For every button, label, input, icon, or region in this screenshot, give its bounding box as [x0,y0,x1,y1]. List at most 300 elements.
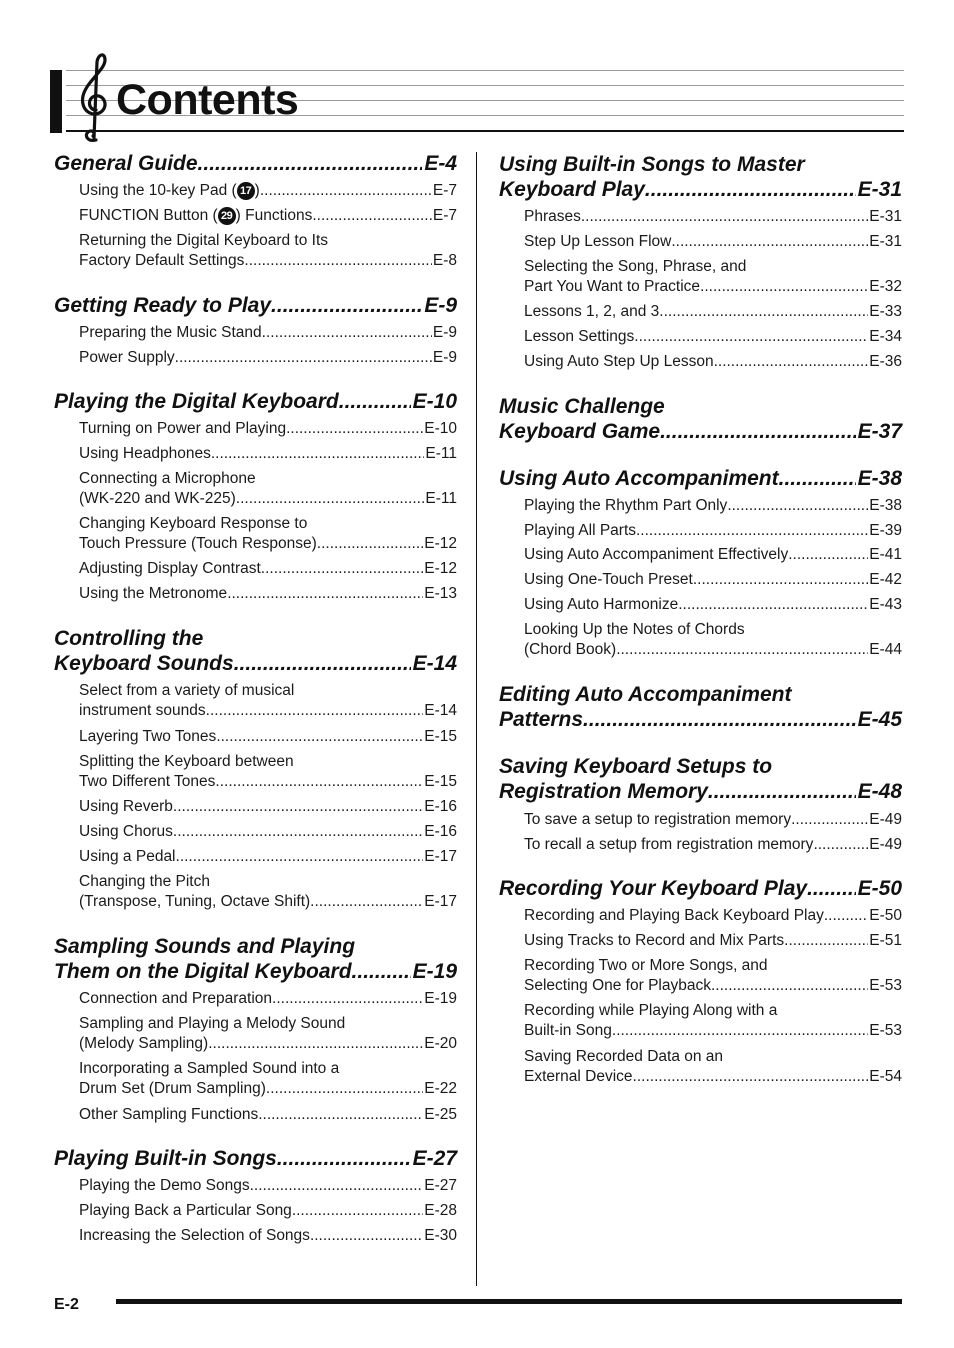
toc-entry-page: E-10 [424,420,457,437]
toc-entry[interactable] [524,521,902,541]
toc-entry-page: E-34 [869,328,902,345]
section-title-page: E-10 [412,390,457,413]
section-title-text: Using Auto Accompaniment [499,467,779,490]
toc-entry-text: Other Sampling Functions [79,1106,259,1123]
toc-entry-line [524,352,902,372]
toc-entry-line [524,570,902,590]
toc-entry-text: Recording while Playing Along with a [524,1002,778,1019]
section-title-text: Sampling Sounds and Playing [54,935,356,958]
leader-dots [700,277,868,297]
leader-dots [824,906,868,926]
toc-entry[interactable] [79,1014,457,1054]
toc-entry-text: Playing the Rhythm Part Only [524,497,728,514]
toc-entry-page: E-17 [424,893,457,910]
section-title[interactable] [54,389,457,414]
toc-entry-line [524,906,902,926]
leader-dots [208,1034,423,1054]
toc-entry-text: Playing the Demo Songs [79,1177,250,1194]
toc-entry-line [79,872,457,892]
toc-entry-text: Playing Back a Particular Song [79,1202,292,1219]
section-title[interactable] [54,934,457,984]
toc-entry-text-start: FUNCTION Button ( [79,207,218,224]
toc-entry-text: Power Supply [79,349,175,366]
leader-dots [708,779,856,804]
leader-dots [711,976,868,996]
leader-dots [236,489,425,509]
toc-entry-text: Connection and Preparation [79,990,273,1007]
leader-dots [310,892,423,912]
leader-dots [206,701,424,721]
leader-dots [645,177,856,202]
leader-dots [215,772,423,792]
toc-entry-text: Layering Two Tones [79,728,217,745]
toc-entry[interactable] [524,327,902,347]
toc-entry-text: (Melody Sampling) [79,1035,209,1052]
toc-entry[interactable] [79,469,457,509]
toc-entry[interactable] [79,1059,457,1099]
toc-entry[interactable] [524,257,902,297]
toc-entry-page: E-33 [869,303,902,320]
leader-dots [250,1176,424,1196]
toc-entry-line [79,1079,457,1099]
section-title[interactable] [499,394,902,444]
toc-entry-text: External Device [524,1068,633,1085]
page-number: E-2 [54,1296,79,1313]
toc-entry[interactable] [524,956,902,996]
footer-rule [116,1299,902,1304]
section-title-line [499,177,902,202]
toc-entry-text: (Chord Book) [524,641,617,658]
toc-entry-line [79,847,457,867]
toc-entry-text: Connecting a Microphone [79,470,256,487]
toc-entry-page: E-36 [869,353,902,370]
toc-entry-text: Sampling and Playing a Melody Sound [79,1015,346,1032]
toc-entry-page: E-13 [424,585,457,602]
toc-entry-text: Built-in Song [524,1022,612,1039]
leader-dots [714,352,869,372]
section-title-text: Playing the Digital Keyboard [54,390,339,413]
toc-entry[interactable] [79,348,457,368]
toc-entry-text: Part You Want to Practice [524,278,701,295]
section-title-line [499,394,902,419]
toc-entry-line [524,327,902,347]
toc-entry-page: E-17 [424,848,457,865]
section-title-page: E-38 [857,467,902,490]
toc-entry[interactable] [79,727,457,747]
toc-entry[interactable] [524,302,902,322]
toc-entry-text: Changing Keyboard Response to [79,515,308,532]
toc-entry-page: E-25 [424,1106,457,1123]
leader-dots [779,466,856,491]
toc-entry[interactable] [524,232,902,252]
toc-entry-text: Using a Pedal [79,848,176,865]
toc-entry-line [524,521,902,541]
toc-entry-line [524,257,902,277]
section-title-page: E-9 [424,294,457,317]
toc-entry-page: E-15 [424,773,457,790]
toc-entry-text: To recall a setup from registration memory [524,836,814,853]
toc-entry[interactable] [524,810,902,830]
section-title-text: Registration Memory [499,780,708,803]
toc-entry-page: E-15 [424,728,457,745]
toc-entry[interactable] [79,872,457,912]
toc-entry-text: Changing the Pitch [79,873,210,890]
section-title[interactable] [499,876,902,901]
toc-entry[interactable] [79,206,457,226]
section-title-page: E-19 [412,960,457,983]
toc-entry[interactable] [524,906,902,926]
toc-entry-line [79,701,457,721]
key-number-badge-icon: 29 [218,207,236,225]
toc-entry-line [79,1201,457,1221]
leader-dots [262,323,432,343]
leader-dots [813,835,868,855]
toc-entry-page: E-8 [432,252,457,269]
leader-dots [671,232,868,252]
toc-entry-text-start: Using the 10-key Pad ( [79,182,237,199]
section-title-line [54,959,457,984]
toc-entry-text-end: ) [254,182,260,199]
toc-entry-page: E-22 [424,1080,457,1097]
toc-entry[interactable] [79,822,457,842]
toc-entry-line [79,181,457,201]
section-title-line [499,419,902,444]
toc-entry-text: Saving Recorded Data on an [524,1048,724,1065]
toc-entry-page: E-42 [869,571,902,588]
section-title-text: Them on the Digital Keyboard [54,960,352,983]
toc-entry-page: E-12 [424,560,457,577]
toc-entry[interactable] [79,444,457,464]
toc-entry-line [524,545,902,565]
toc-entry[interactable] [524,352,902,372]
section-title-line [499,779,902,804]
toc-entry-text: Using Tracks to Record and Mix Parts [524,932,785,949]
leader-dots [198,151,423,176]
toc-entry-line [79,1226,457,1246]
leader-dots [633,1067,869,1087]
toc-entry-line [79,989,457,1009]
toc-entry-page: E-44 [869,641,902,658]
toc-entry-page: E-43 [869,596,902,613]
leader-dots [244,251,431,271]
toc-entry-line [79,822,457,842]
leader-dots [339,389,411,414]
toc-entry-line [79,752,457,772]
toc-entry-text: Recording and Playing Back Keyboard Play [524,907,824,924]
leader-dots [660,419,856,444]
toc-entry-page: E-49 [869,836,902,853]
toc-entry-line [79,419,457,439]
toc-entry-text: Using the Metronome [79,585,228,602]
page-title: Contents [116,76,299,124]
toc-entry-text: Two Different Tones [79,773,216,790]
toc-entry-page: E-16 [424,798,457,815]
toc-entry-page: E-31 [869,233,902,250]
section-title-line [499,682,902,707]
contents-header [50,62,904,136]
section-title-line [54,934,457,959]
toc-entry-page: E-28 [424,1202,457,1219]
toc-entry-page: E-9 [432,349,457,366]
toc-entry-page: E-19 [424,990,457,1007]
toc-entry[interactable] [524,1047,902,1087]
toc-entry[interactable] [79,514,457,554]
leader-dots [272,989,423,1009]
leader-dots [616,640,868,660]
leader-dots [636,521,868,541]
leader-dots [581,207,868,227]
section-title-text: Recording Your Keyboard Play [499,877,808,900]
column-divider [476,152,477,1286]
leader-dots [173,797,423,817]
leader-dots [260,181,432,201]
toc-entry[interactable] [524,570,902,590]
toc-entry-page: E-53 [869,1022,902,1039]
toc-entry[interactable] [524,496,902,516]
section-title-line [54,626,457,651]
toc-entry-line [79,469,457,489]
toc-entry-line [79,797,457,817]
leader-dots [352,959,411,984]
leader-dots [583,707,856,732]
toc-entry-line [79,772,457,792]
toc-entry-line [524,277,902,297]
leader-dots [788,545,868,565]
leader-dots [292,1201,423,1221]
toc-entry-line [79,1034,457,1054]
toc-entry-line [524,207,902,227]
section-title-page: E-37 [857,420,902,443]
section-title-text: Editing Auto Accompaniment [499,683,792,706]
toc-entry-page: E-20 [424,1035,457,1052]
toc-entry[interactable] [524,545,902,565]
toc-entry-line [79,1105,457,1125]
toc-entry-line [79,251,457,271]
toc-entry-text: Using Auto Harmonize [524,596,679,613]
toc-entry-text: Recording Two or More Songs, and [524,957,768,974]
section-title[interactable] [499,754,902,804]
toc-entry[interactable] [79,1176,457,1196]
section-title-line [499,754,902,779]
section-title-line [54,651,457,676]
toc-entry-line [524,931,902,951]
section-title-text: General Guide [54,152,198,175]
key-number-badge-icon: 17 [237,182,255,200]
toc-entry-text: Preparing the Music Stand [79,324,262,341]
toc-entry[interactable] [79,231,457,271]
leader-dots [317,534,423,554]
leader-dots [271,293,422,318]
toc-entry-line [79,727,457,747]
toc-entry-page: E-41 [869,546,902,563]
section-title-line [54,389,457,414]
toc-entry[interactable] [524,835,902,855]
toc-entry-line [79,1014,457,1034]
section-title-line [54,1146,457,1171]
toc-entry-text: Phrases [524,208,581,225]
leader-dots [258,1105,423,1125]
section-title[interactable] [54,293,457,318]
section-title-line [499,876,902,901]
section-title-text: Music Challenge [499,395,665,418]
leader-dots [227,584,423,604]
toc-entry-text: instrument sounds [79,702,206,719]
toc-entry-line [524,1047,902,1067]
toc-entry-page: E-9 [432,324,457,341]
section-title[interactable] [499,466,902,491]
toc-entry-line [79,1059,457,1079]
toc-entry-text: Lessons 1, 2, and 3 [524,303,660,320]
leader-dots [693,570,868,590]
toc-entry-page: E-11 [425,445,457,462]
toc-entry-line [79,231,457,251]
toc-entry-text: Using Headphones [79,445,211,462]
section-title[interactable] [54,1146,457,1171]
leader-dots [727,496,868,516]
toc-entry-text: (Transpose, Tuning, Octave Shift) [79,893,311,910]
toc-entry-line [524,640,902,660]
toc-entry-page: E-50 [869,907,902,924]
toc-entry-line [524,835,902,855]
section-title-text: Patterns [499,708,584,731]
toc-entry[interactable] [79,1105,457,1125]
toc-entry-line [79,444,457,464]
leader-dots [678,595,868,615]
section-title-text: Playing Built-in Songs [54,1147,277,1170]
toc-entry-page: E-32 [869,278,902,295]
leader-dots [659,302,868,322]
toc-entry[interactable] [79,323,457,343]
section-title-text: Keyboard Play [499,178,645,201]
section-title-page: E-14 [412,652,457,675]
section-title[interactable] [499,682,902,732]
toc-entry-page: E-7 [432,182,457,199]
leader-dots [277,1146,411,1171]
section-title-page: E-31 [857,178,902,201]
toc-entry-text: Increasing the Selection of Songs [79,1227,310,1244]
toc-entry-page: E-12 [424,535,457,552]
toc-entry[interactable] [79,1226,457,1246]
toc-entry-text: Using Reverb [79,798,173,815]
toc-entry-page: E-30 [424,1227,457,1244]
section-title-page: E-4 [424,152,457,175]
toc-entry-text: Factory Default Settings [79,252,245,269]
toc-entry[interactable] [79,181,457,201]
toc-entry-line [524,1021,902,1041]
leader-dots [634,327,868,347]
section-title[interactable] [499,152,902,202]
toc-entry[interactable] [79,584,457,604]
toc-entry-text: Turning on Power and Playing [79,420,287,437]
toc-entry[interactable] [79,1201,457,1221]
toc-entry-line [79,489,457,509]
section-title[interactable] [54,626,457,676]
toc-entry-text: Using Auto Accompaniment Effectively [524,546,789,563]
toc-entry[interactable] [79,419,457,439]
leader-dots [791,810,868,830]
toc-entry-page: E-16 [424,823,457,840]
toc-entry-line [79,514,457,534]
toc-entry-page: E-49 [869,811,902,828]
section-title-text: Keyboard Game [499,420,661,443]
toc-entry[interactable] [79,797,457,817]
toc-entry-text: Adjusting Display Contrast [79,560,261,577]
toc-entry-text: Playing All Parts [524,522,636,539]
section-title[interactable] [54,151,457,176]
toc-entry-line [79,323,457,343]
toc-entry-page: E-38 [869,497,902,514]
toc-entry[interactable] [524,931,902,951]
leader-dots [216,727,423,747]
toc-entry-page: E-53 [869,977,902,994]
toc-entry-text: Selecting One for Playback [524,977,711,994]
toc-entry-line [524,302,902,322]
leader-dots [286,419,423,439]
toc-entry-text: Drum Set (Drum Sampling) [79,1080,266,1097]
header-bar [50,70,62,133]
section-title-text: Using Built-in Songs to Master [499,153,805,176]
toc-entry[interactable] [524,1001,902,1041]
section-title-line [499,707,902,732]
toc-entry-line [79,559,457,579]
toc-entry[interactable] [79,752,457,792]
toc-entry[interactable] [79,847,457,867]
toc-entry-page: E-51 [869,932,902,949]
toc-entry-text: Looking Up the Notes of Chords [524,621,745,638]
toc-entry-text: Splitting the Keyboard between [79,753,294,770]
toc-entry-page: E-7 [432,207,457,224]
toc-entry[interactable] [79,681,457,721]
toc-entry-line [79,584,457,604]
leader-dots [175,348,432,368]
toc-entry[interactable] [524,595,902,615]
section-title-text: Getting Ready to Play [54,294,272,317]
toc-entry-text: Returning the Digital Keyboard to Its [79,232,328,249]
toc-entry-line [79,206,457,226]
toc-entry-text: Incorporating a Sampled Sound into a [79,1060,340,1077]
toc-entry-line [79,892,457,912]
section-title-line [499,152,902,177]
leader-dots [176,847,424,867]
toc-entry-page: E-31 [869,208,902,225]
treble-clef-icon [74,52,114,144]
section-title-text: Keyboard Sounds [54,652,234,675]
toc-entry[interactable] [524,207,902,227]
toc-entry-page: E-39 [869,522,902,539]
leader-dots [261,559,423,579]
section-title-text: Saving Keyboard Setups to [499,755,773,778]
staff-line [66,70,904,71]
toc-entry-page: E-14 [424,702,457,719]
toc-entry-text [79,206,312,226]
toc-entry[interactable] [524,620,902,660]
toc-entry[interactable] [79,989,457,1009]
toc-entry[interactable] [79,559,457,579]
leader-dots [234,651,411,676]
section-title-line [499,466,902,491]
toc-entry-page: E-11 [425,490,457,507]
section-title-page: E-27 [412,1147,457,1170]
leader-dots [211,444,425,464]
toc-entry-text: Lesson Settings [524,328,635,345]
toc-entry-text: Selecting the Song, Phrase, and [524,258,747,275]
leader-dots [173,822,423,842]
leader-dots [310,1226,423,1246]
toc-entry-text: Using Chorus [79,823,173,840]
toc-entry-line [79,348,457,368]
toc-entry-text: To save a setup to registration memory [524,811,792,828]
section-title-page: E-48 [857,780,902,803]
